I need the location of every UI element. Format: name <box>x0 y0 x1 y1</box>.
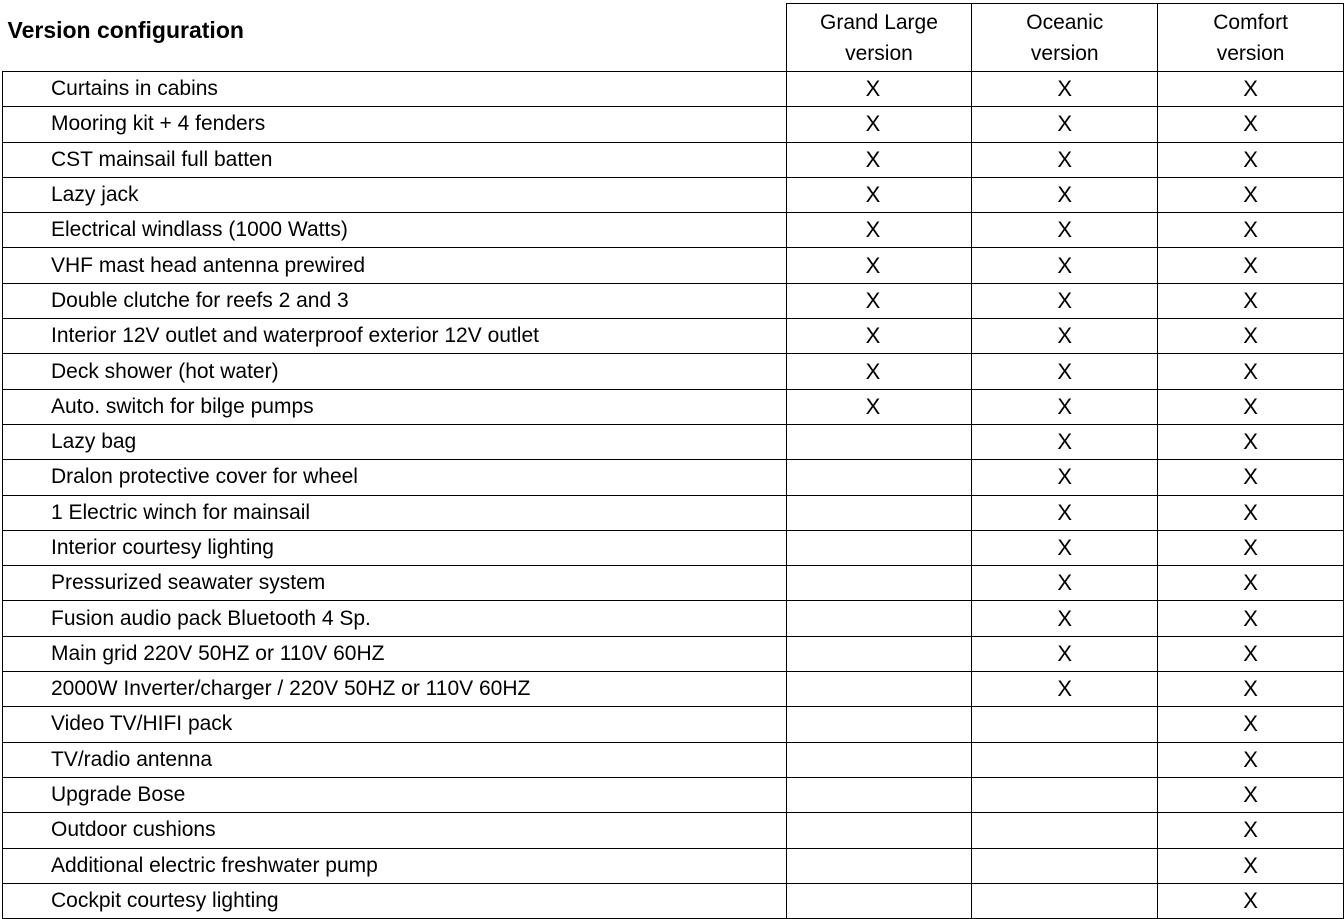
inclusion-mark: X <box>1158 107 1344 142</box>
feature-name: 2000W Inverter/charger / 220V 50HZ or 110V 60HZ <box>3 672 787 707</box>
inclusion-mark <box>972 883 1158 918</box>
inclusion-mark: X <box>786 283 972 318</box>
inclusion-mark <box>972 848 1158 883</box>
table-row <box>3 283 1344 318</box>
column-header-line: version <box>1216 41 1285 65</box>
inclusion-mark: X <box>1158 636 1344 671</box>
inclusion-mark: X <box>972 72 1158 107</box>
inclusion-mark: X <box>1158 777 1344 812</box>
inclusion-mark: X <box>972 636 1158 671</box>
inclusion-mark: X <box>1158 495 1344 530</box>
feature-name: VHF mast head antenna prewired <box>3 248 787 283</box>
table-row <box>3 883 1344 918</box>
table-row <box>3 707 1344 742</box>
inclusion-mark: X <box>786 389 972 424</box>
feature-name: Video TV/HIFI pack <box>3 707 787 742</box>
table-row <box>3 424 1344 459</box>
inclusion-mark: X <box>972 248 1158 283</box>
feature-name: Outdoor cushions <box>3 813 787 848</box>
table-body <box>3 72 1344 919</box>
inclusion-mark: X <box>972 495 1158 530</box>
inclusion-mark: X <box>786 142 972 177</box>
inclusion-mark: X <box>1158 319 1344 354</box>
inclusion-mark <box>786 636 972 671</box>
table-row <box>3 777 1344 812</box>
feature-name: Lazy bag <box>3 424 787 459</box>
feature-name: Upgrade Bose <box>3 777 787 812</box>
table-row <box>3 72 1344 107</box>
inclusion-mark: X <box>786 354 972 389</box>
table-row <box>3 319 1344 354</box>
inclusion-mark <box>786 813 972 848</box>
inclusion-mark: X <box>972 530 1158 565</box>
feature-name: Curtains in cabins <box>3 72 787 107</box>
table-row <box>3 672 1344 707</box>
inclusion-mark: X <box>1158 354 1344 389</box>
inclusion-mark: X <box>972 601 1158 636</box>
inclusion-mark: X <box>972 213 1158 248</box>
inclusion-mark: X <box>1158 424 1344 459</box>
table-row <box>3 177 1344 212</box>
inclusion-mark: X <box>1158 142 1344 177</box>
column-header-comfort <box>1158 4 1344 72</box>
feature-name: Main grid 220V 50HZ or 110V 60HZ <box>3 636 787 671</box>
feature-name: Fusion audio pack Bluetooth 4 Sp. <box>3 601 787 636</box>
inclusion-mark: X <box>972 177 1158 212</box>
inclusion-mark: X <box>972 319 1158 354</box>
inclusion-mark: X <box>786 213 972 248</box>
feature-name: CST mainsail full batten <box>3 142 787 177</box>
inclusion-mark <box>972 742 1158 777</box>
column-header-line: Comfort <box>1213 10 1288 34</box>
feature-name: Lazy jack <box>3 177 787 212</box>
column-header-line: version <box>845 41 913 65</box>
inclusion-mark <box>786 566 972 601</box>
inclusion-mark: X <box>786 319 972 354</box>
feature-name: Interior 12V outlet and waterproof exterior 12V outlet <box>3 319 787 354</box>
column-header-grand-large <box>786 4 972 72</box>
inclusion-mark: X <box>1158 672 1344 707</box>
inclusion-mark <box>972 707 1158 742</box>
table-row <box>3 354 1344 389</box>
inclusion-mark: X <box>972 460 1158 495</box>
inclusion-mark: X <box>972 107 1158 142</box>
table-row <box>3 460 1344 495</box>
inclusion-mark: X <box>1158 813 1344 848</box>
inclusion-mark <box>786 742 972 777</box>
table-title: Version configuration <box>3 4 787 72</box>
inclusion-mark: X <box>1158 601 1344 636</box>
inclusion-mark <box>786 495 972 530</box>
inclusion-mark: X <box>1158 389 1344 424</box>
inclusion-mark <box>786 460 972 495</box>
inclusion-mark: X <box>972 142 1158 177</box>
feature-name: Mooring kit + 4 fenders <box>3 107 787 142</box>
table-row <box>3 142 1344 177</box>
feature-name: Deck shower (hot water) <box>3 354 787 389</box>
inclusion-mark <box>972 777 1158 812</box>
inclusion-mark: X <box>972 424 1158 459</box>
feature-name: Double clutche for reefs 2 and 3 <box>3 283 787 318</box>
inclusion-mark: X <box>1158 848 1344 883</box>
inclusion-mark: X <box>1158 213 1344 248</box>
inclusion-mark <box>972 813 1158 848</box>
inclusion-mark: X <box>972 566 1158 601</box>
table-row <box>3 389 1344 424</box>
feature-name: Electrical windlass (1000 Watts) <box>3 213 787 248</box>
feature-name: TV/radio antenna <box>3 742 787 777</box>
inclusion-mark <box>786 672 972 707</box>
table-row <box>3 495 1344 530</box>
inclusion-mark: X <box>1158 530 1344 565</box>
inclusion-mark <box>786 530 972 565</box>
inclusion-mark: X <box>972 672 1158 707</box>
inclusion-mark: X <box>786 107 972 142</box>
feature-name: Interior courtesy lighting <box>3 530 787 565</box>
feature-name: Dralon protective cover for wheel <box>3 460 787 495</box>
inclusion-mark: X <box>1158 883 1344 918</box>
table-row <box>3 566 1344 601</box>
inclusion-mark: X <box>1158 460 1344 495</box>
inclusion-mark: X <box>1158 742 1344 777</box>
inclusion-mark: X <box>786 248 972 283</box>
inclusion-mark <box>786 848 972 883</box>
inclusion-mark <box>786 777 972 812</box>
inclusion-mark: X <box>1158 248 1344 283</box>
column-header-line: Grand Large <box>820 10 938 34</box>
version-configuration-table <box>2 3 1344 919</box>
inclusion-mark: X <box>1158 177 1344 212</box>
inclusion-mark <box>786 601 972 636</box>
table-row <box>3 813 1344 848</box>
header-row <box>3 4 1344 72</box>
table-row <box>3 248 1344 283</box>
feature-name: 1 Electric winch for mainsail <box>3 495 787 530</box>
column-header-line: version <box>1030 41 1099 65</box>
inclusion-mark: X <box>1158 566 1344 601</box>
inclusion-mark: X <box>786 72 972 107</box>
table-row <box>3 636 1344 671</box>
inclusion-mark <box>786 707 972 742</box>
feature-name: Additional electric freshwater pump <box>3 848 787 883</box>
table-row <box>3 601 1344 636</box>
feature-name: Auto. switch for bilge pumps <box>3 389 787 424</box>
table-row <box>3 530 1344 565</box>
inclusion-mark: X <box>1158 72 1344 107</box>
inclusion-mark: X <box>972 354 1158 389</box>
table-row <box>3 742 1344 777</box>
table-row <box>3 213 1344 248</box>
column-header-line: Oceanic <box>1026 10 1104 34</box>
inclusion-mark: X <box>786 177 972 212</box>
feature-name: Pressurized seawater system <box>3 566 787 601</box>
column-header-oceanic <box>972 4 1158 72</box>
feature-name: Cockpit courtesy lighting <box>3 883 787 918</box>
inclusion-mark: X <box>972 283 1158 318</box>
inclusion-mark <box>786 883 972 918</box>
inclusion-mark: X <box>1158 707 1344 742</box>
table-row <box>3 848 1344 883</box>
inclusion-mark: X <box>1158 283 1344 318</box>
inclusion-mark <box>786 424 972 459</box>
inclusion-mark: X <box>972 389 1158 424</box>
table-row <box>3 107 1344 142</box>
